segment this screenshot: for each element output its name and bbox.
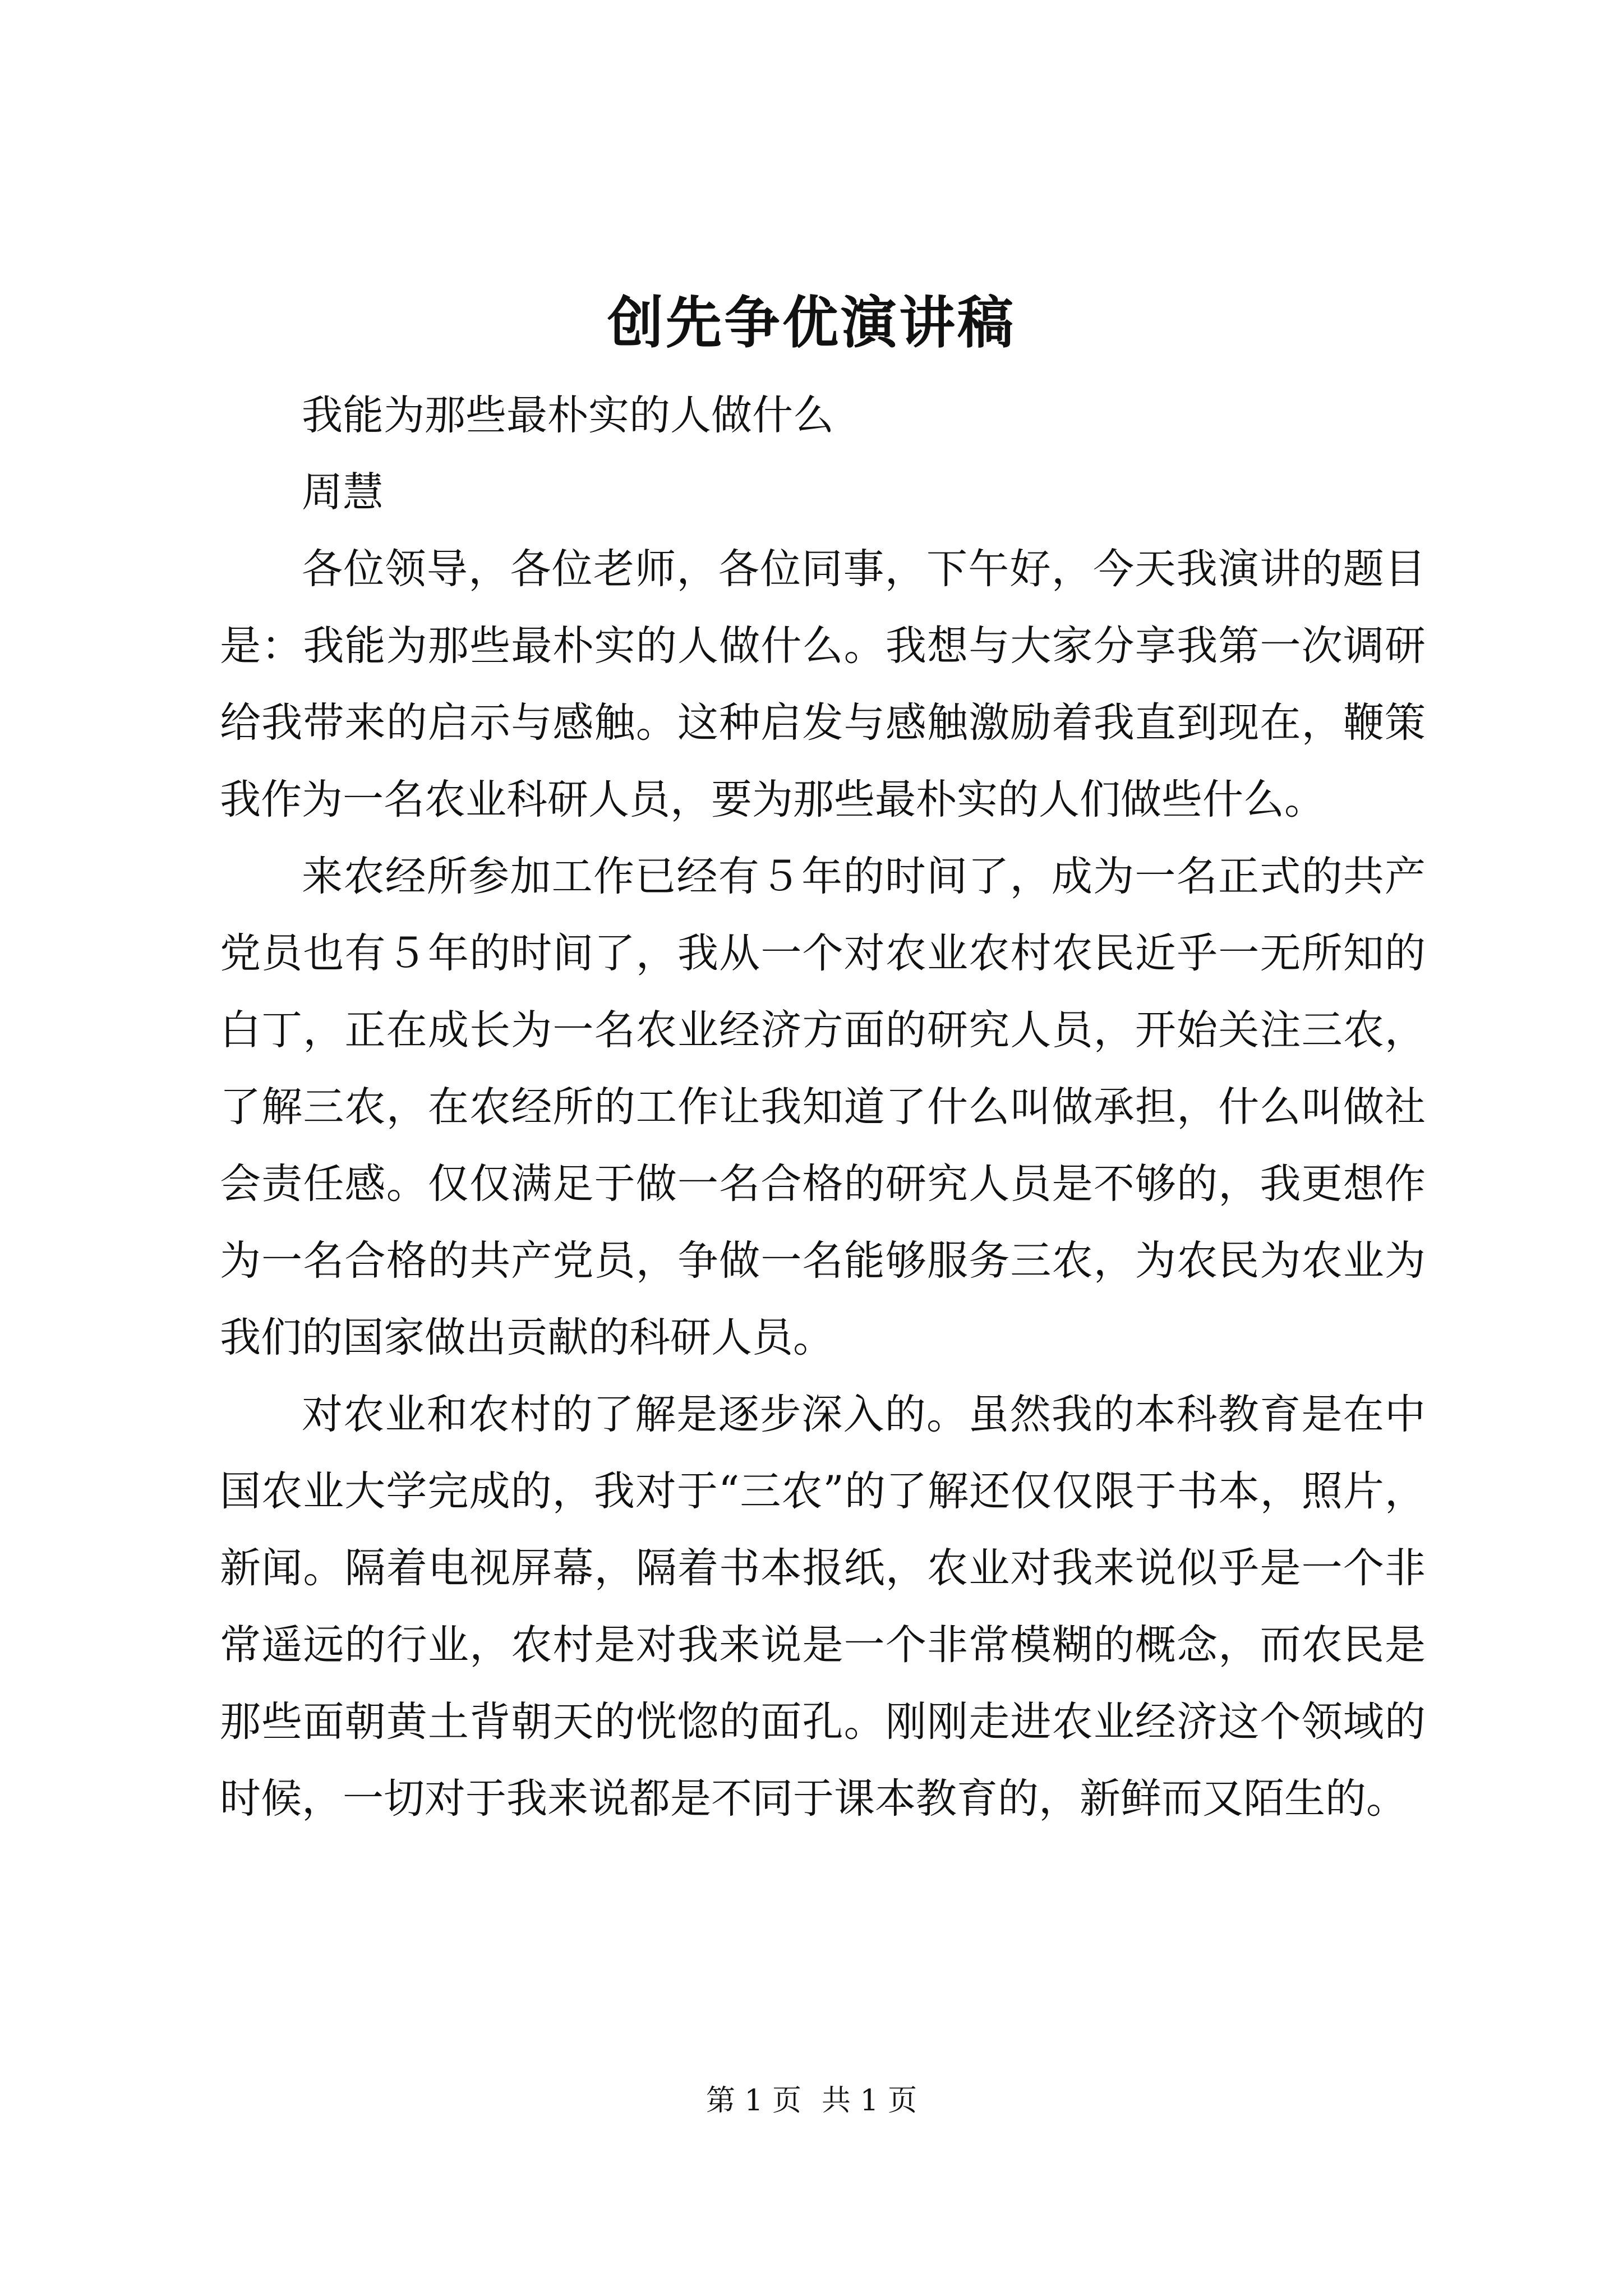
- document-body: [220, 377, 1426, 1837]
- document-title: 创先争优演讲稿: [607, 289, 1016, 356]
- body-paragraph: 对农业和农村的了解是逐步深入的。虽然我的本科教育是在中国农业大学完成的，我对于“三农”的了解还仅仅限于书本，照片，新闻。隔着电视屏幕，隔着书本报纸，农业对我来说似乎是一个非常遥远的行业，农村是对我来说是一个非常模糊的概念，而农民是那些面朝黄土背朝天的恍惚的面孔。刚刚走进农业经济这个领域的时候，一切对于我来说都是不同于课本教育的，新鲜而又陌生的。: [220, 1391, 1426, 1823]
- body-paragraph: 各位领导，各位老师，各位同事，下午好，今天我演讲的题目是：我能为那些最朴实的人做什么。我想与大家分享我第一次调研给我带来的启示与感触。这种启发与感触激励着我直到现在，鞭策我作为一名农业科研人员，要为那些最朴实的人们做些什么。: [220, 545, 1426, 823]
- page-number: 第 1 页: [706, 2084, 801, 2118]
- page-footer: [0, 2078, 1623, 2123]
- body-paragraph: 来农经所参加工作已经有５年的时间了，成为一名正式的共产党员也有５年的时间了，我从一个对农业农村农民近乎一无所知的白丁，正在成长为一名农业经济方面的研究人员，开始关注三农，了解三农，在农经所的工作让我知道了什么叫做承担，什么叫做社会责任感。仅仅满足于做一名合格的研究人员是不够的，我更想作为一名合格的共产党员，争做一名能够服务三农，为农民为农业为我们的国家做出贡献的科研人员。: [220, 853, 1426, 1361]
- author-name: 周慧: [302, 468, 384, 516]
- page-total: 共 1 页: [822, 2084, 917, 2118]
- speech-subtitle: 我能为那些最朴实的人做什么: [302, 392, 834, 439]
